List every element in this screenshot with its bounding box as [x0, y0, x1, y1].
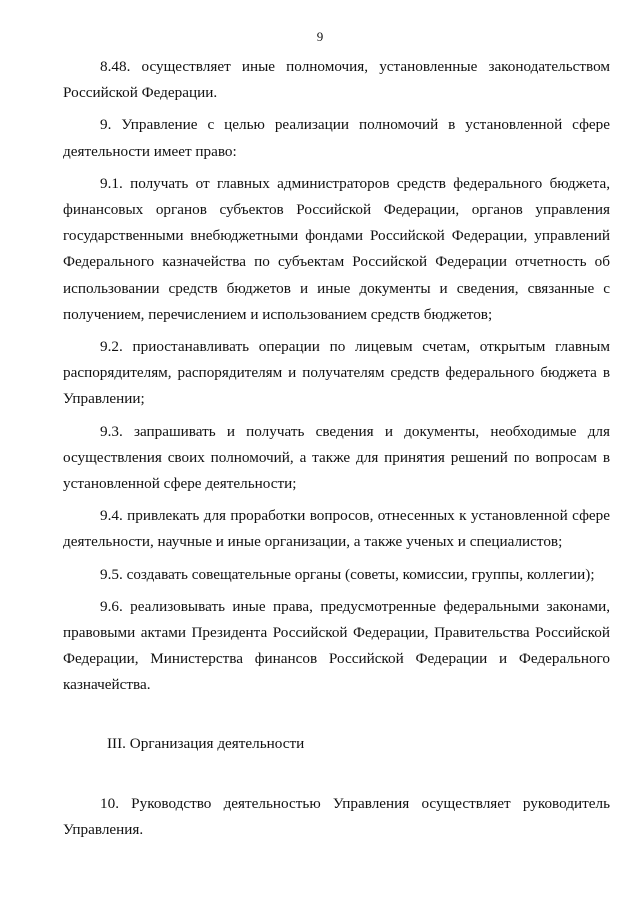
- paragraph-9-4: 9.4. привлекать для проработки вопросов, отнесенных к установленной сфере деятельности, научные и иные организации, а также ученых и специалистов;: [63, 507, 610, 551]
- paragraph-9-5: 9.5. создавать совещательные органы (советы, комиссии, группы, коллегии);: [100, 565, 595, 583]
- section-title: III. Организация деятельности: [107, 734, 305, 752]
- paragraph-9-3: 9.3. запрашивать и получать сведения и документы, необходимые для осуществления своих полномочий, а также для принятия решений по вопросам в установленной сфере деятельности;: [63, 422, 610, 493]
- paragraph-8-48: 8.48. осуществляет иные полномочия, установленные законодательством Российской Федерации.: [63, 58, 610, 102]
- paragraph-10: 10. Руководство деятельностью Управления осуществляет руководитель Управления.: [63, 794, 610, 839]
- paragraph-9: 9. Управление с целью реализации полномочий в установленной сфере деятельности имеет право:: [63, 116, 610, 160]
- paragraph-9-6: 9.6. реализовывать иные права, предусмотренные федеральными законами, правовыми актами Президента Российской Федерации, Правительства Российской Федерации, Министерства финансов Российской Федерации и Федерального казначейства.: [63, 597, 610, 694]
- page-number: 9: [316, 29, 324, 44]
- paragraph-9-2: 9.2. приостанавливать операции по лицевым счетам, открытым главным распорядителям, распорядителям и получателям средств федерального бюджета в Управлении;: [63, 338, 610, 408]
- document-body: [63, 54, 610, 849]
- paragraph-9-1: 9.1. получать от главных администраторов средств федерального бюджета, финансовых органов субъектов Российской Федерации, органов управления государственными внебюджетными фондами Российской Федерации, управлений Федерального казначейства по субъектам Российской Федерации отчетность об использовании средств бюджетов и иные документы и сведения, связанные с получением, перечислением и использованием средств бюджетов;: [63, 174, 610, 323]
